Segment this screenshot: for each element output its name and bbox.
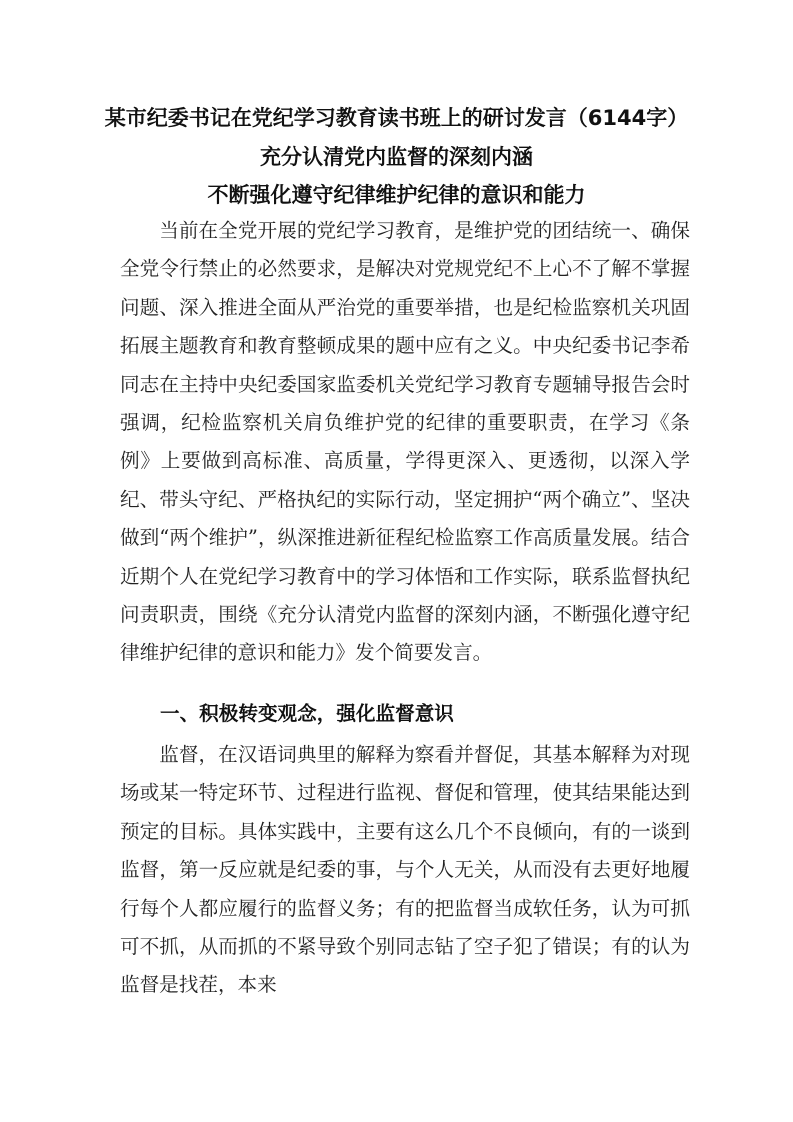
document-subtitle-line1: 充分认清党内监督的深刻内涵 bbox=[260, 145, 533, 169]
section-paragraph: 监督，在汉语词典里的解释为察看并督促，其基本解释为对现场或某一特定环节、过程进行监视、督促和管理，使其结果能达到预定的目标。具体实践中，主要有这么几个不良倾向，有的一谈到监督，第一反应就是纪委的事，与个人无关，从而没有去更好地履行每个人都应履行的监督义务；有的把监督当成软任务，认为可抓可不抓，从而抓的不紧导致个别同志钻了空子犯了错误；有的认为监督是找茬，本来 bbox=[120, 743, 690, 997]
section-heading: 一、积极转变观念，强化监督意识 bbox=[160, 702, 454, 725]
document-title: 某市纪委书记在党纪学习教育读书班上的研讨发言（6144字） bbox=[104, 106, 689, 130]
intro-paragraph: 当前在全党开展的党纪学习教育，是维护党的团结统一、确保全党令行禁止的必然要求，是解决对党规党纪不上心不了解不掌握问题、深入推进全面从严治党的重要举措，也是纪检监察机关巩固拓展主题教育和教育整顿成果的题中应有之义。中央纪委书记李希同志在主持中央纪委国家监委机关党纪学习教育专题辅导报告会时强调，纪检监察机关肩负维护党的纪律的重要职责，在学习《条例》上要做到高标准、高质量，学得更深入、更透彻，以深入学纪、带头守纪、严格执纪的实际行动，坚定拥护“两个确立”、坚决做到“两个维护”，纵深推进新征程纪检监察工作高质量发展。结合近期个人在党纪学习教育中的学习体悟和工作实际，联系监督执纪问责职责，围绕《充分认清党内监督的深刻内涵，不断强化遵守纪律维护纪律的意识和能力》发个简要发言。 bbox=[120, 219, 690, 665]
document-subtitle-line2: 不断强化遵守纪律维护纪律的意识和能力 bbox=[207, 183, 586, 207]
